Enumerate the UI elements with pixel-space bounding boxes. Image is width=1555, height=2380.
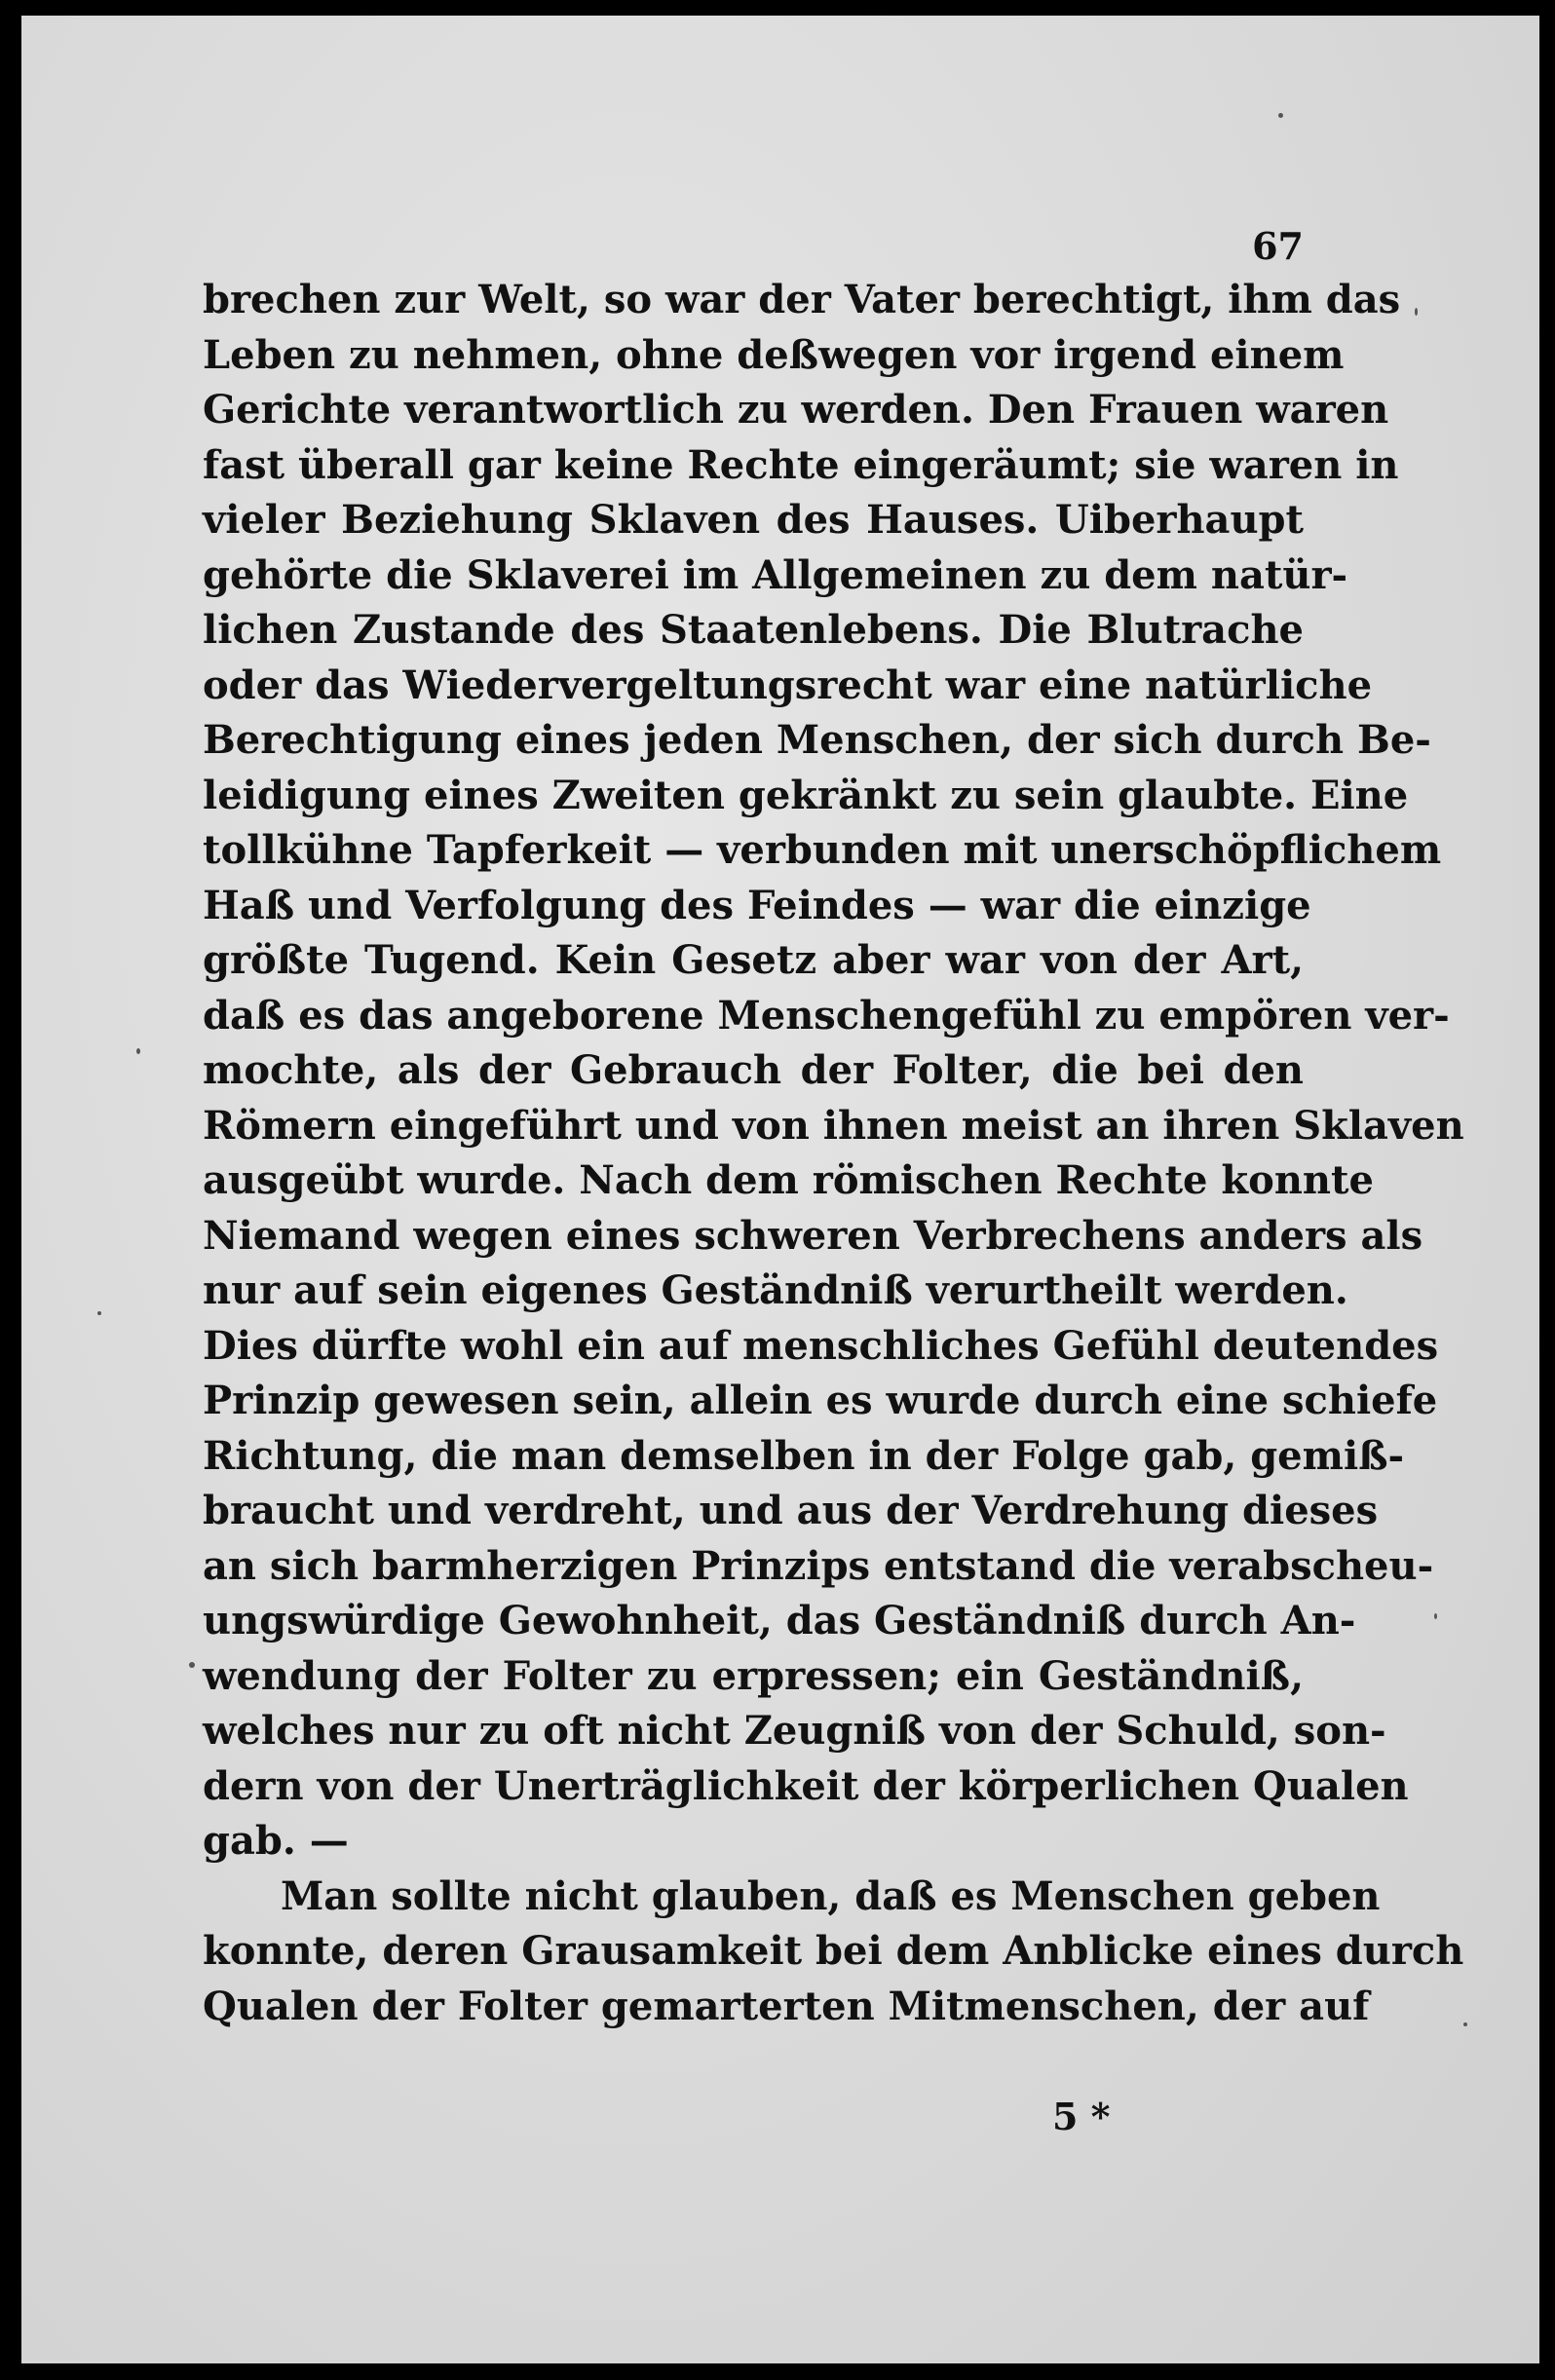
text-line: braucht und verdreht, und aus der Verdrehung dieses [203,1488,1379,1533]
text-line: nur auf sein eigenes Geständniß verurtheilt werden. [203,1267,1348,1313]
text-line: brechen zur Welt, so war der Vater berechtigt, ihm das [203,277,1401,322]
text-line: Prinzip gewesen sein, allein es wurde durch eine schiefe [203,1378,1438,1423]
text-line: ungswürdige Gewohnheit, das Geständniß durch An- [203,1598,1356,1643]
text-line: tollkühne Tapferkeit — verbunden mit unerschöpflichem [203,827,1442,873]
page-number: 67 [1252,224,1304,268]
text-line: Römern eingeführt und von ihnen meist an ihren Sklaven [203,1102,1464,1149]
paper-speck [1415,308,1418,316]
paper-speck [1434,1613,1437,1619]
text-line: Berechtigung eines jeden Menschen, der sich durch Be- [203,717,1431,763]
text-line: Dies dürfte wohl ein auf menschliches Gefühl deutendes [203,1322,1439,1369]
text-line: oder das Wiedervergeltungsrecht war eine natürliche [203,661,1373,708]
body-text [203,273,1464,2034]
text-line: konnte, deren Grausamkeit bei dem Anblicke eines durch [203,1928,1464,1974]
text-line: Qualen der Folter gemarterten Mitmenschen, der auf [203,1983,1370,2029]
text-line: lichen Zustande des Staatenlebens. Die Blutrache [203,607,1304,653]
text-line: an sich barmherzigen Prinzips entstand die verabscheu- [203,1542,1434,1589]
text-line: gehörte die Sklaverei im Allgemeinen zu dem natür- [203,551,1348,598]
text-line: wendung der Folter zu erpressen; ein Geständniß, [203,1652,1304,1699]
paper-speck [1278,113,1283,118]
text-line: fast überall gar keine Rechte eingeräumt; sie waren in [203,441,1399,488]
text-line: Leben zu nehmen, ohne deßwegen vor irgend einem [203,331,1345,378]
text-line: Haß und Verfolgung des Feindes — war die einzige [203,882,1311,928]
text-line: ausgeübt wurde. Nach dem römischen Rechte konnte [203,1157,1374,1203]
text-line: Niemand wegen eines schweren Verbrechens anders als [203,1212,1423,1259]
text-line: leidigung eines Zweiten gekränkt zu sein glaubte. Eine [203,772,1409,818]
text-line: größte Tugend. Kein Gesetz aber war von der Art, [203,937,1304,983]
paper-speck [136,1048,140,1054]
text-line: mochte, als der Gebrauch der Folter, die bei den [203,1047,1304,1093]
text-line: daß es das angeborene Menschengefühl zu empören ver- [203,992,1450,1039]
signature-mark: 5 * [1052,2095,1111,2138]
paper-speck [1463,2022,1467,2026]
text-line: Man sollte nicht glauben, daß es Menschen geben [281,1872,1381,1919]
text-line: welches nur zu oft nicht Zeugniß von der Schuld, son- [203,1708,1386,1754]
text-line: Richtung, die man demselben in der Folge gab, gemiß- [203,1432,1405,1479]
text-line: dern von der Unerträglichkeit der körperlichen Qualen [203,1762,1409,1809]
text-line: vieler Beziehung Sklaven des Hauses. Uiberhaupt [203,497,1304,543]
paper-speck [189,1662,195,1668]
paper-speck [97,1311,101,1315]
text-line: Gerichte verantwortlich zu werden. Den Frauen waren [203,387,1389,433]
text-line: gab. — [203,1818,349,1864]
